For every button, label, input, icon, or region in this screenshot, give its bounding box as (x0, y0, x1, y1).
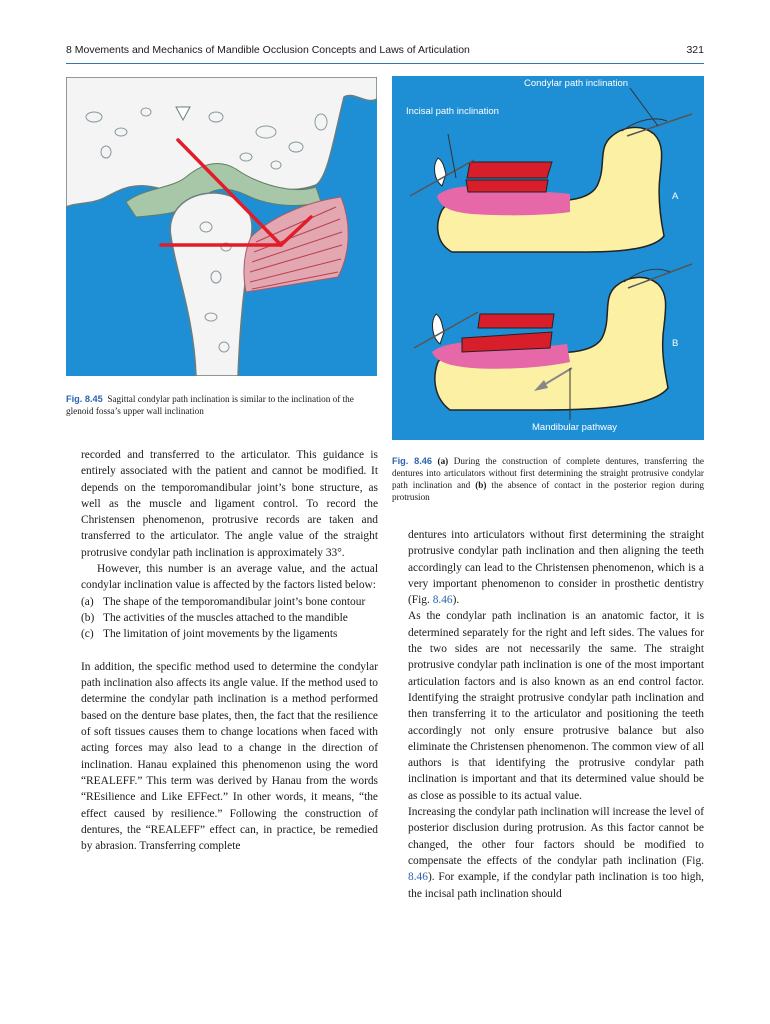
paragraph-text: dentures into articulators without first determining the straight protrusive condylar path inclination and then aligning the teeth accordingly can lead to the Christensen phenomenon, which is a very important phenomenon to consider in prosthetic dentistry (Fig. (408, 529, 704, 607)
figure-label: Fig. 8.45 (66, 394, 103, 404)
paragraph: As the condylar path inclination is an anatomic factor, it is determined separately for the right and left sides. The values for the two sides are not necessarily the same. The straight protrusive condylar path inclination is one of the most important articulation factors and is also known as an end control factor. Identifying the straight protrusive condylar path inclination and then transferring it to the articulator and positioning the teeth accordingly not only ensure protrusive balance but also eliminate the Christensen phenomenon. The common view of all authors is that identifying the protrusive condylar path inclination is important and that its determined value should be as close as possible to its actual value. (408, 610, 704, 802)
paragraph: However, this number is an average value, and the actual condylar inclination value is affected by the factors listed below: (81, 563, 378, 592)
paragraph (408, 804, 704, 902)
mandibular-pathway-label: Mandibular pathway (532, 422, 618, 433)
body-column-right (408, 527, 704, 902)
list-item-label: (b) (81, 611, 95, 624)
caption-text-2: the absence of contact in the posterior region during protrusion (392, 480, 704, 502)
caption-text: Sagittal condylar path inclination is similar to the inclination of the glenoid fossa’s upper wall inclination (66, 394, 354, 416)
list-item-text: The shape of the temporomandibular joint’s bone contour (103, 595, 366, 608)
header-rule (66, 63, 704, 64)
figure-label: Fig. 8.46 (392, 456, 432, 466)
figure-8-46-drawing (392, 76, 704, 440)
figure-8-46-caption (392, 455, 704, 503)
list-item (81, 626, 378, 642)
paragraph-text: ). (452, 594, 460, 607)
figure-8-45-illustration (66, 77, 377, 376)
figure-reference-link[interactable]: 8.46 (432, 594, 453, 607)
paragraph-text: ). For example, if the condylar path inclination is too high, the incisal path inclination should (408, 871, 704, 900)
figure-8-45-caption (66, 393, 377, 417)
list-item (81, 610, 378, 626)
paragraph-text: Increasing the condylar path inclination will increase the level of posterior disclusion during protrusion. As this factor cannot be changed, the other four factors should be modified to compensate the effects of the condylar path inclination (Fig. (408, 806, 704, 867)
page-number: 321 (686, 44, 704, 56)
caption-part-a: (a) (437, 456, 449, 466)
caption-part-b: (b) (475, 480, 487, 490)
caption-text-1: During the construction of complete dentures, transferring the dentures into articulators without first determining the straight protrusive condylar path inclination and (392, 456, 704, 490)
chapter-title: 8 Movements and Mechanics of Mandible Occlusion Concepts and Laws of Articulation (66, 44, 470, 56)
list-item-label: (c) (81, 628, 94, 641)
condylar-path-label: Condylar path inclination (524, 78, 629, 89)
body-column-left (81, 447, 378, 854)
paragraph (408, 527, 704, 608)
incisal-path-label: Incisal path inclination (406, 106, 499, 117)
list-item-label: (a) (81, 595, 94, 608)
figure-8-46-illustration (392, 76, 704, 440)
list-item-text: The activities of the muscles attached to the mandible (103, 611, 348, 624)
panel-b-label: B (672, 338, 679, 349)
running-header (66, 44, 704, 60)
paragraph: In addition, the specific method used to determine the condylar path inclination also affects its angle value. If the method used to determine the condylar path inclination is a method performed based on the denture base plates, then, the fact that the resilience of soft tissues causes them to change locations when faced with acting forces may also lead to a change in the direction of inclination. Hanau explained this phenomenon using the word “REALEFF.” This term was derived by Hanau from the words “REsilience and Like EFFect.” In other words, it means, “the effect caused by resilience.” Following the construction of dentures, the “REALEFF” effect can, in practice, be remedied by abrasion. Transferring complete (81, 660, 378, 853)
list-item (81, 594, 378, 610)
factor-list (81, 594, 378, 643)
paragraph: recorded and transferred to the articulator. This guidance is entirely associated with the patient and cannot be modified. It depends on the temporomandibular joint’s bone structure, as well as the muscle and ligament control. To record the Christensen phenomenon, protrusive records are taken and transferred to the articulator. The angle value of the straight protrusive condylar path inclination is approximately 33°. (81, 449, 378, 559)
panel-a-label: A (672, 191, 679, 202)
list-item-text: The limitation of joint movements by the ligaments (103, 628, 338, 641)
figure-reference-link[interactable]: 8.46 (408, 871, 428, 884)
